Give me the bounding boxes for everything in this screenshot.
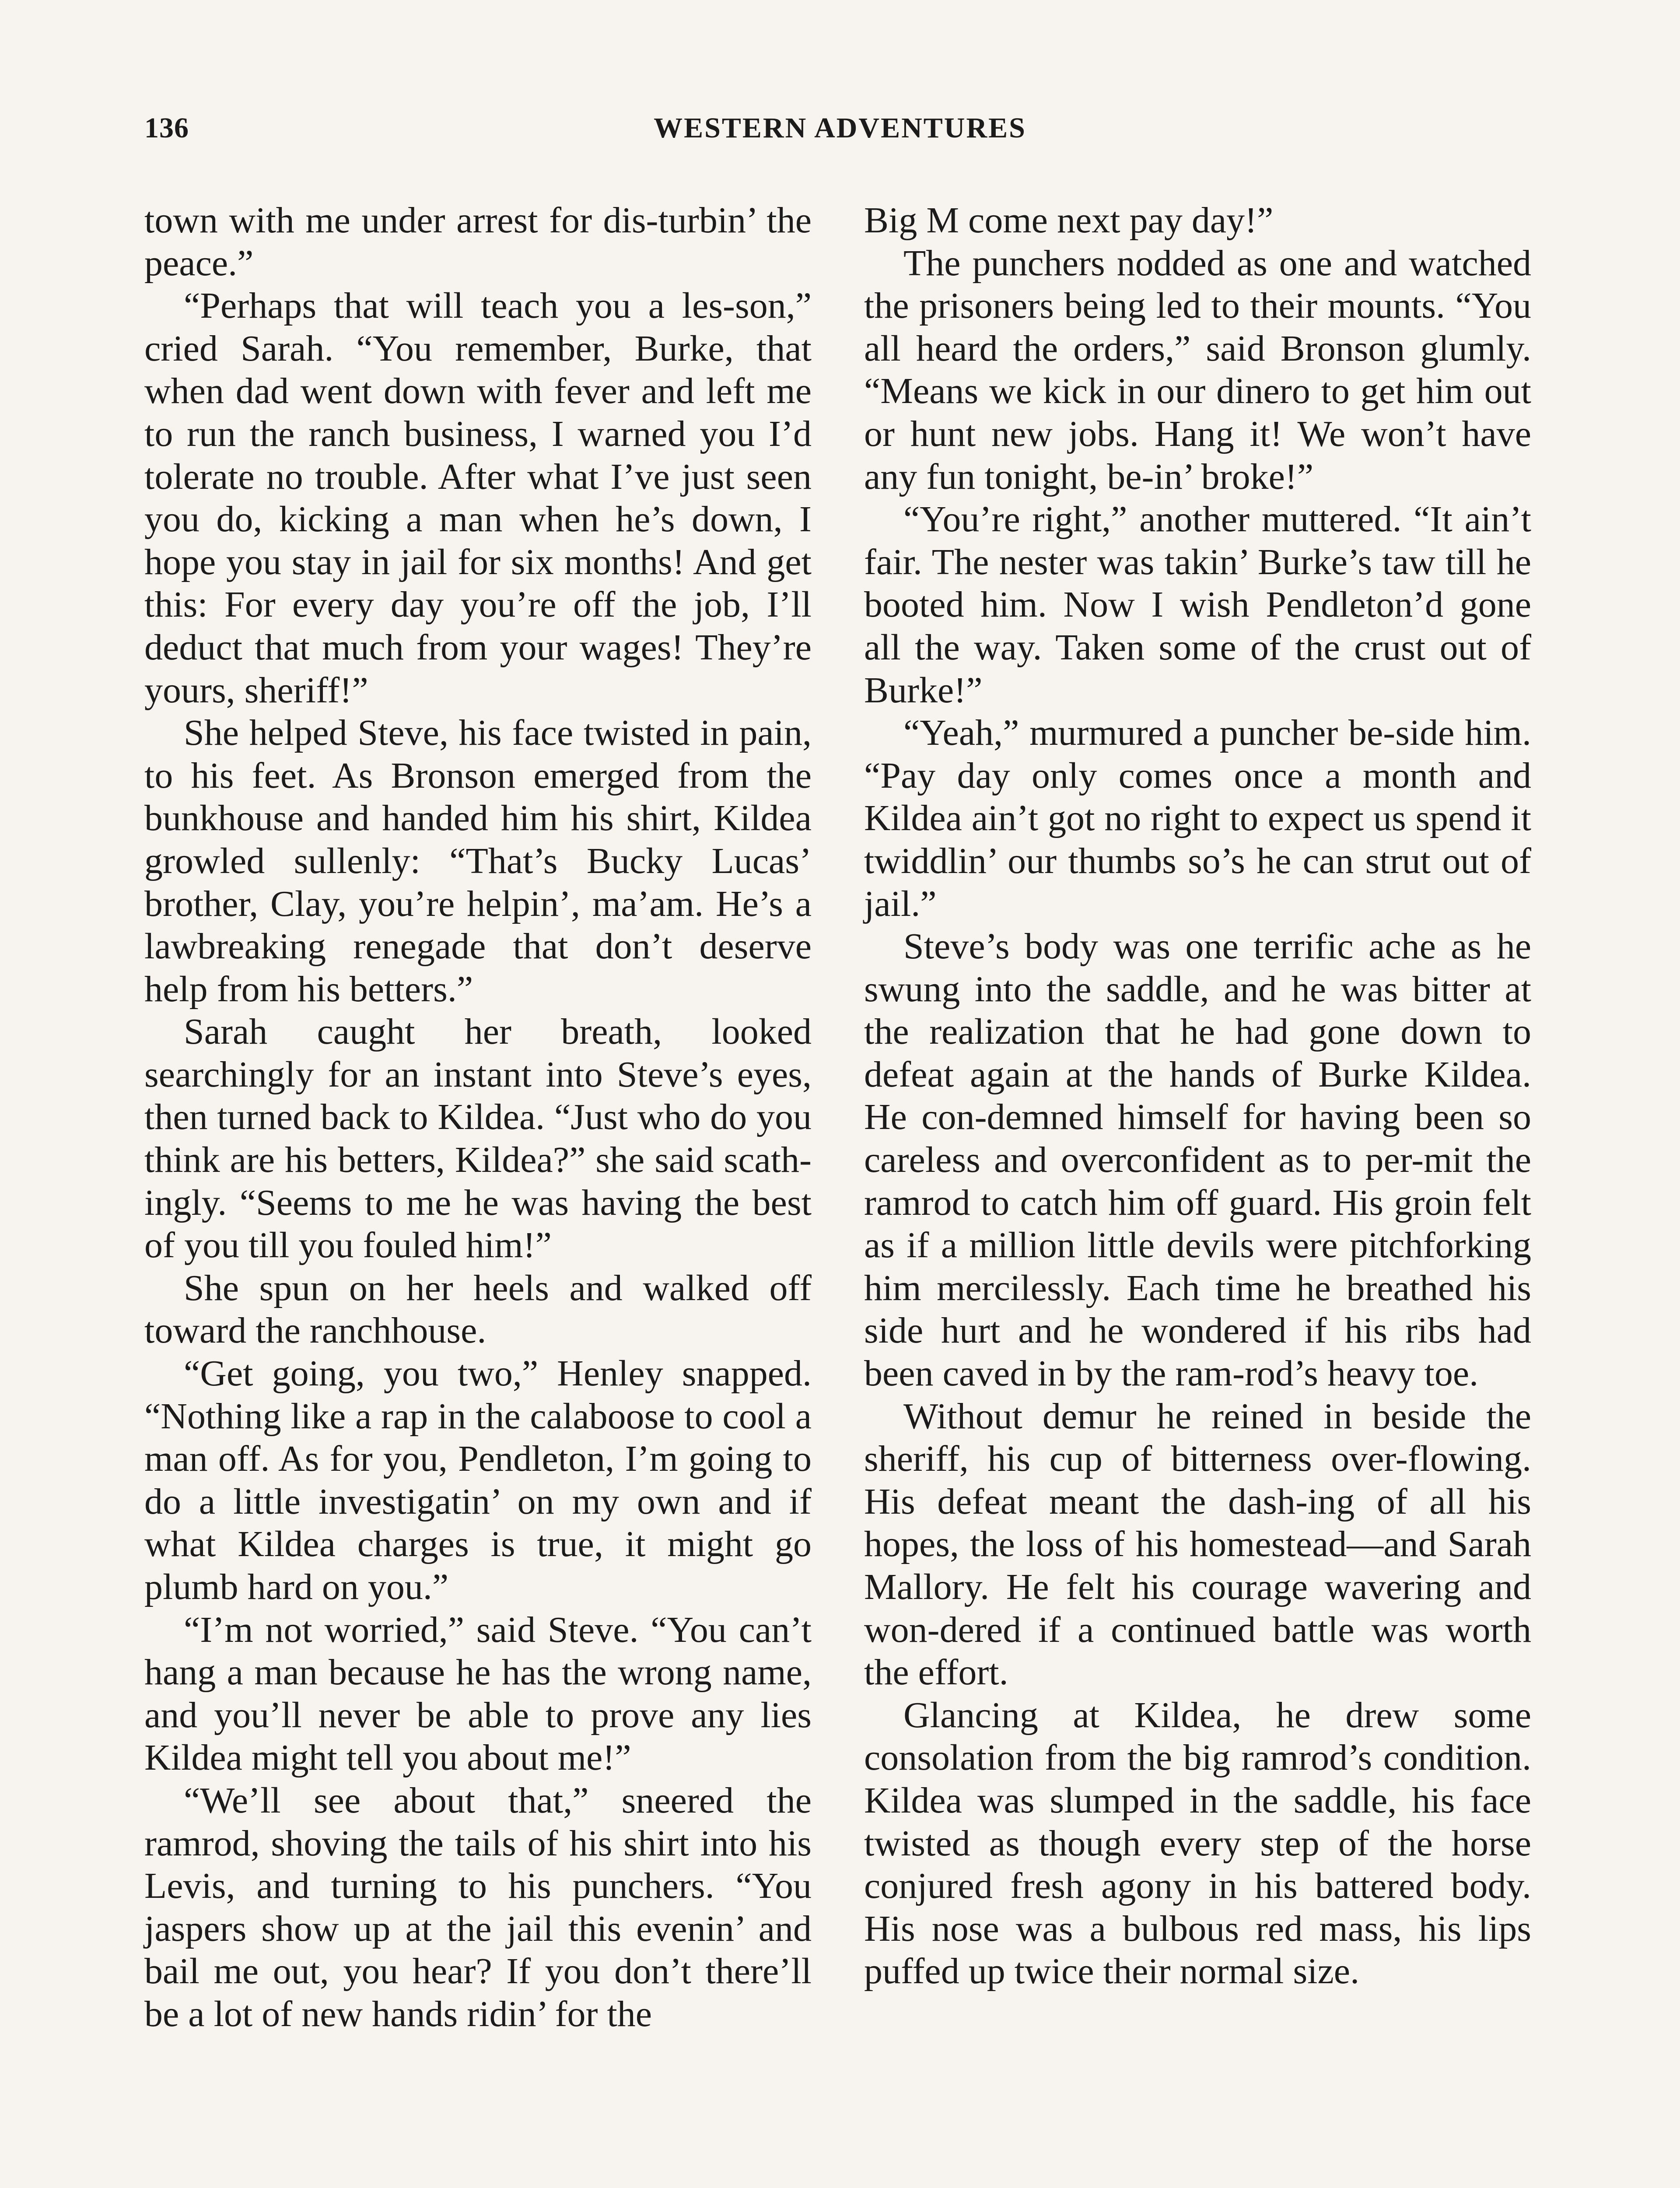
paragraph: “Perhaps that will teach you a les-son,” cried Sarah. “You remember, Burke, that when dad went down with fever and left me to run the ranch business, I warned you I’d tolerate no trouble. After what I’ve just seen you do, kicking a man when he’s down, I hope you stay in jail for six months! And get this: For every day you’re off the job, I’ll deduct that much from your wages! They’re yours, sheriff!” <box>144 285 812 711</box>
paragraph: “I’m not worried,” said Steve. “You can’t hang a man because he has the wrong name, and you’ll never be able to prove any lies Kildea might tell you about me!” <box>144 1609 812 1778</box>
paragraph: “Get going, you two,” Henley snapped. “Nothing like a rap in the calaboose to cool a man off. As for you, Pendleton, I’m going to do a little investigatin’ on my own and if what Kildea charges is true, it might go plumb hard on you.” <box>144 1353 812 1607</box>
paragraph: The punchers nodded as one and watched the prisoners being led to their mounts. “You all heard the orders,” said Bronson glumly. “Means we kick in our dinero to get him out or hunt new jobs. Hang it! We won’t have any fun tonight, be-in’ broke!” <box>864 242 1531 497</box>
paragraph: She helped Steve, his face twisted in pain, to his feet. As Bronson emerged from the bunkhouse and handed him his shirt, Kildea growled sullenly: “That’s Bucky Lucas’ brother, Clay, you’re helpin’, ma’am. He’s a lawbreaking renegade that don’t deserve help from his betters.” <box>144 712 812 1010</box>
page-header <box>144 112 1536 160</box>
left-text-column <box>144 199 812 2036</box>
paragraph: Sarah caught her breath, looked searchingly for an instant into Steve’s eyes, then turned back to Kildea. “Just who do you think are his betters, Kildea?” she said scath-ingly. “Seems to me he was having the best of you till you fouled him!” <box>144 1011 812 1266</box>
paragraph: Glancing at Kildea, he drew some consolation from the big ramrod’s condition. Kildea was slumped in the saddle, his face twisted as though every step of the horse conjured fresh agony in his battered body. His nose was a bulbous red mass, his lips puffed up twice their normal size. <box>864 1694 1531 1992</box>
paragraph: “Yeah,” murmured a puncher be-side him. “Pay day only comes once a month and Kildea ain’t got no right to expect us spend it twiddlin’ our thumbs so’s he can strut out of jail.” <box>864 712 1531 924</box>
page-number: 136 <box>144 112 189 144</box>
paragraph: Big M come next pay day!” <box>864 200 1274 241</box>
paragraph: “You’re right,” another muttered. “It ain’t fair. The nester was takin’ Burke’s taw till he booted him. Now I wish Pendleton’d gone all the way. Taken some of the crust out of Burke!” <box>864 499 1531 711</box>
running-title: WESTERN ADVENTURES <box>654 112 1026 144</box>
paragraph: Without demur he reined in beside the sheriff, his cup of bitterness over-flowing. His defeat meant the dash-ing of all his hopes, the loss of his homestead—and Sarah Mallory. He felt his courage wavering and won-dered if a continued battle was worth the effort. <box>864 1396 1531 1693</box>
right-text-column <box>864 199 1531 1993</box>
paragraph: Steve’s body was one terrific ache as he swung into the saddle, and he was bitter at the realization that he had gone down to defeat again at the hands of Burke Kildea. He con-demned himself for having been so careless and overconfident as to per-mit the ramrod to catch him off guard. His groin felt as if a million little devils were pitchforking him mercilessly. Each time he breathed his side hurt and he wondered if his ribs had been caved in by the ram-rod’s heavy toe. <box>864 926 1531 1394</box>
paragraph: She spun on her heels and walked off toward the ranchhouse. <box>144 1267 812 1351</box>
paragraph: “We’ll see about that,” sneered the ramrod, shoving the tails of his shirt into his Levis, and turning to his punchers. “You jaspers show up at the jail this evenin’ and bail me out, you hear? If you don’t there’ll be a lot of new hands ridin’ for the <box>144 1780 812 2034</box>
paragraph: town with me under arrest for dis-turbin’ the peace.” <box>144 200 812 284</box>
